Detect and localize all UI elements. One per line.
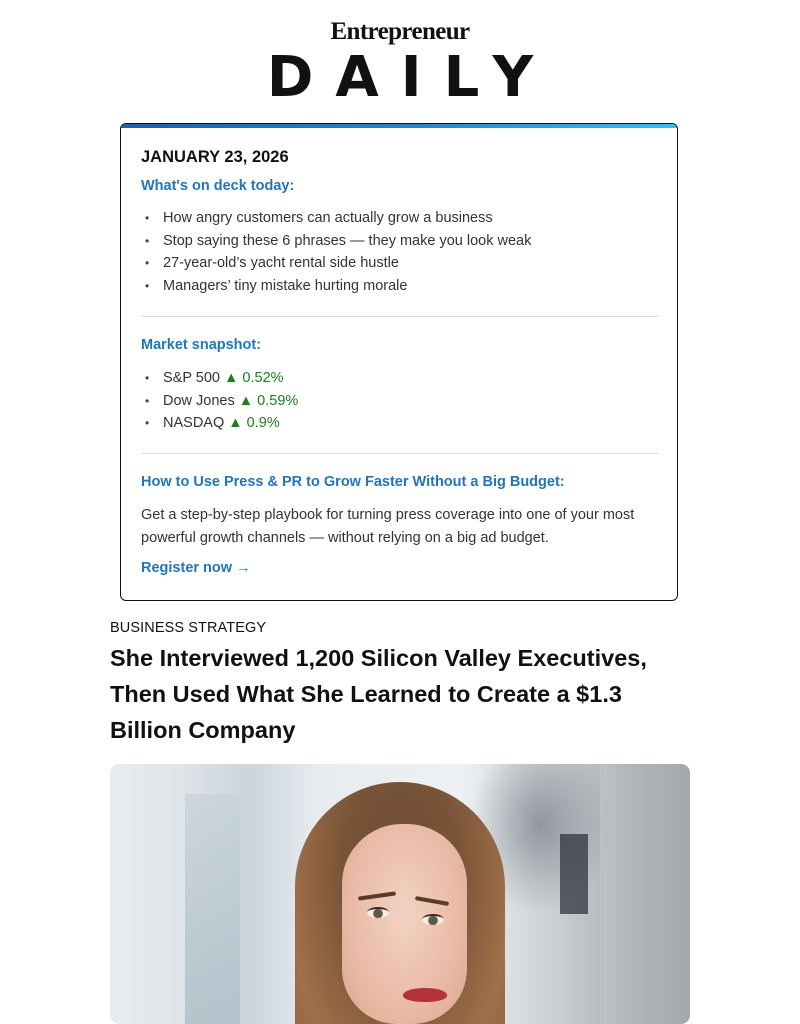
background-building	[600, 764, 690, 1024]
on-deck-heading: What's on deck today:	[141, 178, 295, 194]
on-deck-list	[141, 207, 531, 297]
index-name: NASDAQ	[163, 415, 225, 431]
portrait-eye	[367, 907, 389, 918]
article-headline[interactable]: She Interviewed 1,200 Silicon Valley Executives, Then Used What She Learned to Create a $1.3 Billion Company	[110, 645, 647, 743]
index-change: 0.52%	[242, 370, 284, 386]
daily-briefing-card	[120, 123, 678, 601]
index-change: 0.9%	[246, 415, 280, 431]
index-change: 0.59%	[257, 392, 299, 409]
market-item-sp500	[163, 367, 298, 390]
article-category[interactable]: BUSINESS STRATEGY	[110, 620, 267, 636]
background-building	[185, 794, 240, 1024]
up-arrow-icon: ▲	[238, 392, 254, 409]
section-divider	[141, 316, 659, 317]
register-now-link[interactable]: Register now →	[141, 560, 251, 576]
market-heading: Market snapshot:	[141, 337, 262, 353]
newsletter-title: DAILY	[266, 45, 556, 110]
section-divider	[141, 453, 659, 454]
on-deck-item[interactable]: • How angry customers can actually grow a business	[163, 207, 531, 230]
brand-logo[interactable]: Entrepreneur	[330, 18, 470, 45]
card-accent-bar	[121, 124, 677, 128]
index-name: Dow Jones	[163, 392, 235, 409]
on-deck-item[interactable]: • Stop saying these 6 phrases — they make you look weak	[163, 230, 531, 253]
on-deck-item[interactable]: • 27-year-old’s yacht rental side hustle	[163, 252, 531, 275]
article-hero-image[interactable]	[110, 764, 690, 1024]
market-item-dow	[163, 390, 298, 413]
market-list	[141, 367, 298, 435]
promo-heading[interactable]: How to Use Press & PR to Grow Faster Without a Big Budget:	[141, 474, 565, 490]
promo-description: Get a step-by-step playbook for turning press coverage into one of your most powerful growth channels — without relying on a big ad budget.	[141, 507, 635, 546]
issue-date: JANUARY 23, 2026	[141, 148, 289, 166]
on-deck-item[interactable]: • Managers’ tiny mistake hurting morale	[163, 275, 531, 298]
market-item-nasdaq	[163, 412, 298, 435]
up-arrow-icon: ▲	[228, 415, 243, 431]
background-building	[560, 834, 588, 914]
up-arrow-icon: ▲	[224, 370, 239, 386]
portrait-eye	[422, 914, 444, 925]
index-name: S&P 500	[163, 370, 220, 386]
